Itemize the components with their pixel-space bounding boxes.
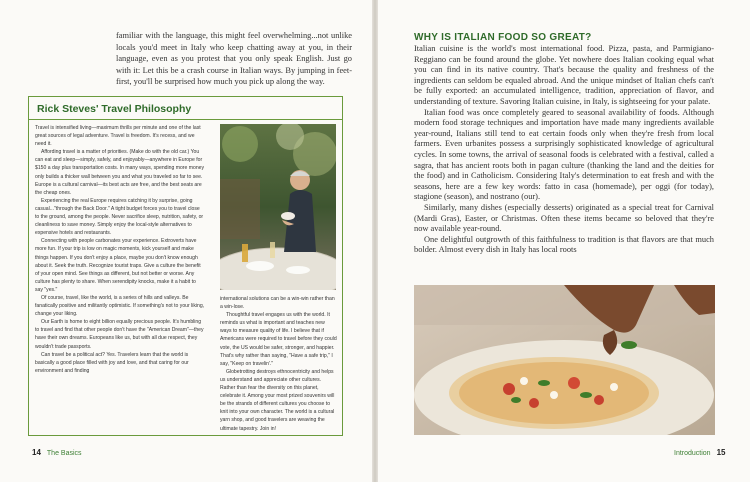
- right-page: [378, 0, 750, 482]
- sidebar-paragraph: Thoughtful travel engages us with the world. It reminds us what is important and teaches new ways to measure quality of life. I believe that if Americans were required to travel before they could vote, the US would be safer, stronger, and happier. That's why rather than saying, "Have a safe trip," I say, "Keep on travelin'.": [220, 312, 337, 367]
- sidebar-paragraph: Connecting with people carbonates your experience. Extroverts have more fun. If your trip is low on magic moments, kick yourself and make things happen. If you don't enjoy a place, maybe you don't know enough about it. Seek the truth. Recognize tourist traps. Give a culture the benefit of your open mind. See things as different, but not better or worse. Any culture has plenty to share. When serendipity knocks, make it a habit to say "yes.": [35, 238, 201, 293]
- right-footer: [668, 448, 726, 457]
- sidebar-paragraph: Globetrotting destroys ethnocentricity and helps us understand and appreciate other cultures. Rather than fear the diversity on this planet, celebrate it. Among your most prized souvenirs will be the strands of different cultures you choose to knit into your own character. The world is a cultural yarn shop, and good travelers are weaving the ultimate tapestry. Join in!: [220, 368, 335, 432]
- left-footer: [32, 448, 88, 457]
- pizza-making-photo: [414, 285, 715, 435]
- left-page: [0, 0, 372, 482]
- sidebar-title: Rick Steves' Travel Philosophy: [37, 103, 192, 115]
- sidebar-column-1: [35, 124, 205, 432]
- article-paragraph: Italian cuisine is the world's most international food. Pizza, pasta, and Parmigiano-Reggiano can be found around the globe. Yet nowhere does Italian cooking equal what you can find in its native country. That's because the quality and freshness of the ingredients can seldom be equaled abroad. And the unique mindset of Italian chefs can't be fully exported: an accumulated intelligence, tradition, appreciation of flavor, and understanding of texture. Savoring Italian cuisine, in Italy, is sightseeing for your palate.: [414, 44, 714, 106]
- section-heading: WHY IS ITALIAN FOOD SO GREAT?: [414, 32, 592, 43]
- intro-text: [116, 30, 352, 88]
- section-name: Introduction: [674, 450, 711, 457]
- sidebar-paragraph: Travel is intensified living—maximum thrills per minute and one of the last great sources of legal adventure. Travel is freedom. It's recess, and we need it.: [35, 125, 201, 148]
- page-number: 15: [716, 448, 726, 457]
- sidebar-paragraph: Of course, travel, like the world, is a series of hills and valleys. Be fanatically positive and militantly optimistic. If something's not to your liking, change your liking.: [35, 294, 205, 318]
- sidebar-paragraph: Affording travel is a matter of priorities. (Make do with the old car.) You can eat and sleep—simply, safely, and enjoyably—anywhere in Europe for $150 a day plus transportation costs. In many ways, spending more money only builds a thicker wall between you and what you traveled so far to see. Europe is a cultural carnival—its best acts are free, and the best seats are the cheap ones.: [35, 149, 205, 196]
- article-body: [414, 44, 714, 256]
- sidebar-paragraph: international solutions can be a win-win rather than a win-lose.: [220, 296, 335, 311]
- sidebar-paragraph: Experiencing the real Europe requires catching it by surprise, going casual..."through the Back Door." A tight budget forces you to travel close to the ground, among the people. Never sacrifice sleep, nutrition, safety, or cleanliness to save money. Simply enjoy the local-style alternatives to expensive hotels and restaurants.: [35, 197, 204, 237]
- sidebar-column-2: [220, 295, 337, 433]
- sidebar-paragraph: Our Earth is home to eight billion equally precious people. It's humbling to travel and find that other people don't have the "American Dream"—they have their own dreams. Europeans like us, but with all due respect, they wouldn't trade passports.: [35, 319, 204, 350]
- article-paragraph: Similarly, many dishes (especially desserts) originated as a special treat for Carnival (Mardi Gras), Easter, or Christmas. Often these items became so beloved that they're now available year-round.: [414, 202, 714, 234]
- travel-philosophy-sidebar: [28, 96, 343, 436]
- sidebar-paragraph: Can travel be a political act? Yes. Travelers learn that the world is basically a good place filled with joy and love, and that caring for our environment and finding: [35, 351, 189, 374]
- section-name: The Basics: [46, 450, 82, 457]
- intro-paragraph: familiar with the language, this might feel overwhelming...not unlike locals you'd meet in Italy who keep chatting away at you, in their language, even as you protest that you only speak English. Just go with it: Let this be a crash course in Italian ways. By jumping in feet-first, you'll be surprised how much you pick up along the way.: [116, 31, 352, 87]
- article-paragraph: Italian food was once completely geared to seasonal availability of foods. Although modern food storage techniques and importation have made many ingredients available year-round, Italians still tend to eat certain foods only when they're fresh from local farmers. Even urbanites possess a surprisingly sophisticated knowledge of agricultural cycles. In some towns, the arrival of seasonal foods is celebrated with a festival, called a sagra, that has ancient roots both in pagan culture (thanking the land and the deities for the food) and in Catholicism. Considering Italy's determination to eat fresh and with the seasons, here are a few key words: fatto in casa (homemade), per oggi (for today), stagione (season), and nostrano (our).: [414, 107, 714, 202]
- pizza-photo-illustration: [414, 285, 715, 435]
- page-number: 14: [32, 448, 41, 457]
- article-paragraph: One delightful outgrowth of this faithfulness to tradition is that flavors are that much bolder. Almost every dish in Italy has local roots: [414, 234, 714, 255]
- sidebar-divider: [29, 119, 342, 120]
- rick-steves-dining-photo: [220, 124, 336, 290]
- dining-photo-illustration: [220, 124, 336, 290]
